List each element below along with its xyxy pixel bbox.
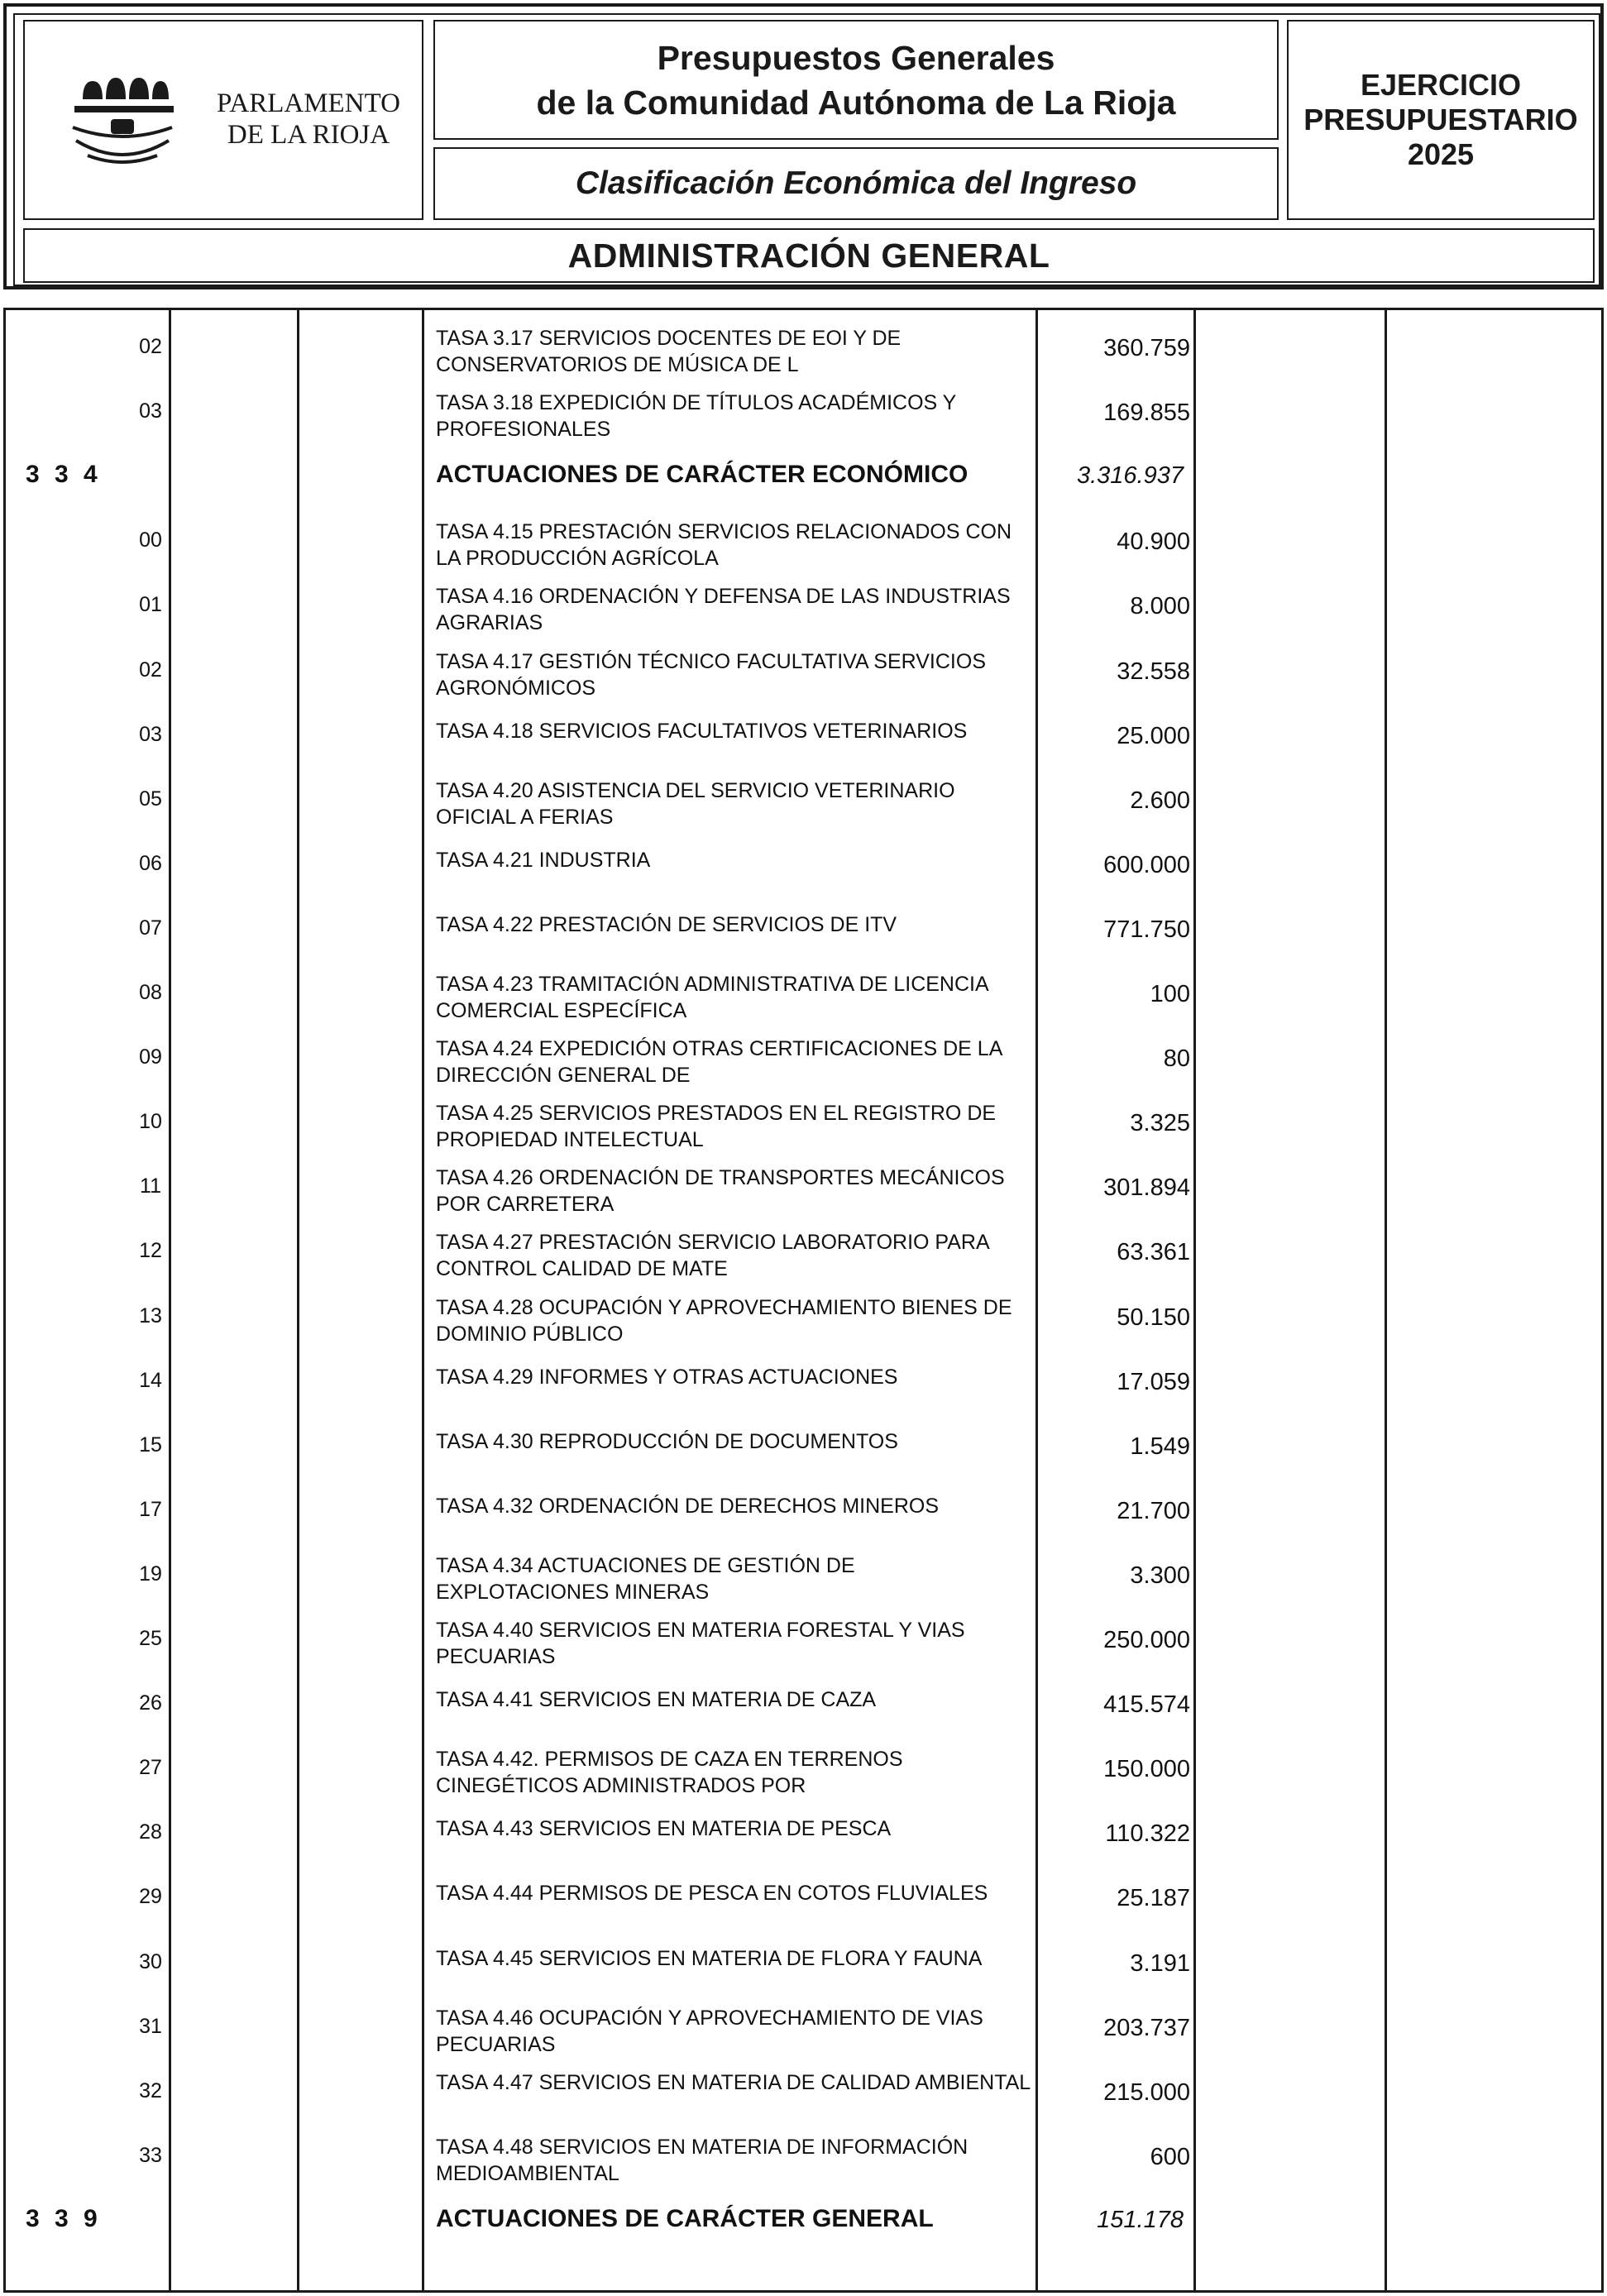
concept-code: 10 (139, 1110, 162, 1134)
table-row (6, 959, 1601, 1024)
concept-amount: 169.855 (1103, 399, 1190, 427)
concept-amount: 80 (1163, 1045, 1190, 1073)
concept-code: 09 (139, 1045, 162, 1069)
concept-code: 02 (139, 658, 162, 682)
concept-description: TASA 4.28 OCUPACIÓN Y APROVECHAMIENTO BIENES DE DOMINIO PÚBLICO (436, 1295, 1012, 1346)
concept-description: TASA 4.26 ORDENACIÓN DE TRANSPORTES MECÁNICOS POR CARRETERA (436, 1166, 1005, 1217)
table-row (6, 572, 1601, 636)
table-row (6, 1605, 1601, 1670)
section-title-box (23, 228, 1595, 283)
concept-amount: 150.000 (1103, 1756, 1190, 1783)
concept-description: TASA 4.29 INFORMES Y OTRAS ACTUACIONES (436, 1365, 898, 1389)
concept-code: 14 (139, 1368, 162, 1392)
concept-description: TASA 4.44 PERMISOS DE PESCA EN COTOS FLUVIALES (436, 1882, 988, 1906)
table-row (6, 2122, 1601, 2187)
page-subtitle: Clasificación Económica del Ingreso (575, 165, 1137, 201)
table-row (6, 1283, 1601, 1347)
table-row (6, 1217, 1601, 1282)
concept-code: 00 (139, 529, 162, 552)
page-title-line-1: Presupuestos Generales (657, 38, 1055, 77)
concept-amount: 8.000 (1130, 593, 1190, 620)
logo-text (205, 88, 412, 151)
concept-code: 25 (139, 1627, 162, 1650)
group-row (6, 442, 1601, 507)
year-line-3: 2025 (1407, 137, 1475, 171)
concept-description: TASA 4.47 SERVICIOS EN MATERIA DE CALIDAD AMBIENTAL (436, 2070, 1031, 2094)
concept-amount: 3.325 (1130, 1110, 1190, 1137)
table-row (6, 1929, 1601, 1993)
concept-description: TASA 4.34 ACTUACIONES DE GESTIÓN DE EXPLOTACIONES MINERAS (436, 1553, 855, 1604)
table-row (6, 313, 1601, 378)
section-title: ADMINISTRACIÓN GENERAL (567, 236, 1050, 275)
concept-description: TASA 4.20 ASISTENCIA DEL SERVICIO VETERINARIO OFICIAL A FERIAS (436, 778, 955, 829)
table-row (6, 1347, 1601, 1412)
group-code: 3 3 4 (26, 461, 98, 489)
logo-line-1: PARLAMENTO (217, 88, 400, 118)
concept-code: 08 (139, 981, 162, 1004)
concept-amount: 25.187 (1117, 1885, 1190, 1912)
concept-code: 26 (139, 1691, 162, 1715)
document-header (3, 3, 1604, 289)
concept-code: 28 (139, 1820, 162, 1844)
concept-description: TASA 4.41 SERVICIOS EN MATERIA DE CAZA (436, 1688, 877, 1712)
concept-description: TASA 4.23 TRAMITACIÓN ADMINISTRATIVA DE LICENCIA COMERCIAL ESPECÍFICA (436, 973, 988, 1022)
concept-code: 03 (139, 399, 162, 423)
concept-code: 29 (139, 1885, 162, 1909)
concept-code: 17 (139, 1497, 162, 1521)
concept-amount: 3.191 (1130, 1949, 1190, 1977)
year-box (1287, 20, 1595, 220)
concept-amount: 25.000 (1117, 722, 1190, 749)
concept-code: 06 (139, 851, 162, 875)
table-row (6, 1153, 1601, 1217)
concept-amount: 3.300 (1130, 1562, 1190, 1589)
parliament-logo-icon (68, 69, 175, 169)
group-description: ACTUACIONES DE CARÁCTER ECONÓMICO (436, 461, 969, 489)
concept-description: TASA 4.25 SERVICIOS PRESTADOS EN EL REGISTRO DE PROPIEDAD INTELECTUAL (436, 1102, 997, 1152)
group-amount: 151.178 (1097, 2206, 1184, 2233)
concept-description: TASA 4.16 ORDENACIÓN Y DEFENSA DE LAS INDUSTRIAS AGRARIAS (436, 585, 1011, 635)
table-row (6, 378, 1601, 442)
concept-description: TASA 4.21 INDUSTRIA (436, 848, 651, 872)
concept-code: 12 (139, 1239, 162, 1263)
concept-code: 02 (139, 335, 162, 358)
concept-code: 03 (139, 722, 162, 746)
group-code: 3 3 9 (26, 2204, 98, 2232)
group-row (6, 2187, 1601, 2251)
table-row (6, 1541, 1601, 1605)
table-row (6, 2058, 1601, 2122)
concept-description: TASA 4.46 OCUPACIÓN Y APROVECHAMIENTO DE VIAS PECUARIAS (436, 2006, 983, 2056)
concept-description: TASA 3.17 SERVICIOS DOCENTES DE EOI Y DE CONSERVATORIOS DE MÚSICA DE L (436, 327, 902, 376)
concept-amount: 600.000 (1103, 851, 1190, 878)
table-row (6, 637, 1601, 701)
table-row (6, 1088, 1601, 1153)
concept-description: TASA 4.27 PRESTACIÓN SERVICIO LABORATORIO PARA CONTROL CALIDAD DE MATE (436, 1231, 989, 1281)
concept-description: TASA 4.18 SERVICIOS FACULTATIVOS VETERINARIOS (436, 719, 968, 743)
concept-amount: 100 (1150, 981, 1190, 1007)
page-title-line-2: de la Comunidad Autónoma de La Rioja (536, 83, 1176, 122)
concept-code: 31 (139, 2014, 162, 2038)
concept-amount: 63.361 (1117, 1239, 1190, 1266)
concept-description: TASA 4.45 SERVICIOS EN MATERIA DE FLORA Y FAUNA (436, 1946, 983, 1970)
table-row (6, 1476, 1601, 1541)
concept-description: TASA 4.17 GESTIÓN TÉCNICO FACULTATIVA SERVICIOS AGRONÓMICOS (436, 649, 986, 700)
concept-amount: 110.322 (1105, 1820, 1190, 1848)
concept-code: 07 (139, 916, 162, 940)
table-row (6, 507, 1601, 572)
concept-description: TASA 4.30 REPRODUCCIÓN DE DOCUMENTOS (436, 1429, 898, 1453)
table-row (6, 1024, 1601, 1088)
concept-amount: 250.000 (1103, 1627, 1190, 1653)
logo-line-2: DE LA RIOJA (227, 120, 390, 150)
year-line-2: PRESUPUESTARIO (1303, 103, 1578, 136)
logo-box (23, 20, 423, 220)
concept-amount: 50.150 (1117, 1303, 1190, 1331)
concept-amount: 17.059 (1117, 1368, 1190, 1395)
concept-description: TASA 4.48 SERVICIOS EN MATERIA DE INFORMACIÓN MEDIOAMBIENTAL (436, 2135, 969, 2185)
concept-amount: 301.894 (1103, 1174, 1190, 1202)
concept-description: TASA 4.24 EXPEDICIÓN OTRAS CERTIFICACIONES DE LA DIRECCIÓN GENERAL DE (436, 1037, 1002, 1088)
concept-description: TASA 4.15 PRESTACIÓN SERVICIOS RELACIONADOS CON LA PRODUCCIÓN AGRÍCOLA (436, 520, 1012, 571)
concept-description: TASA 4.40 SERVICIOS EN MATERIA FORESTAL Y VIAS PECUARIAS (436, 1619, 965, 1668)
concept-amount: 600 (1150, 2143, 1190, 2170)
table-row (6, 1734, 1601, 1799)
concept-code: 19 (139, 1562, 162, 1586)
concept-description: TASA 4.43 SERVICIOS EN MATERIA DE PESCA (436, 1817, 892, 1841)
concept-amount: 360.759 (1103, 335, 1190, 361)
table-row (6, 830, 1601, 895)
concept-amount: 32.558 (1117, 658, 1190, 685)
budget-table (3, 308, 1604, 2293)
concept-description: TASA 4.32 ORDENACIÓN DE DERECHOS MINEROS (436, 1494, 939, 1518)
concept-code: 05 (139, 787, 162, 811)
table-row (6, 1993, 1601, 2058)
concept-code: 32 (139, 2078, 162, 2102)
concept-code: 13 (139, 1303, 162, 1327)
concept-code: 15 (139, 1433, 162, 1457)
concept-amount: 1.549 (1130, 1433, 1190, 1460)
group-amount: 3.316.937 (1076, 462, 1184, 490)
concept-description: TASA 4.22 PRESTACIÓN DE SERVICIOS DE ITV (436, 912, 897, 936)
group-description: ACTUACIONES DE CARÁCTER GENERAL (436, 2204, 934, 2232)
table-row (6, 1670, 1601, 1734)
table-row (6, 1799, 1601, 1863)
concept-amount: 40.900 (1117, 529, 1190, 556)
year-line-1: EJERCICIO (1360, 68, 1522, 102)
concept-amount: 415.574 (1103, 1691, 1190, 1719)
table-row (6, 701, 1601, 766)
concept-description: TASA 4.42. PERMISOS DE CAZA EN TERRENOS CINEGÉTICOS ADMINISTRADOS POR (436, 1748, 903, 1798)
table-row (6, 1412, 1601, 1476)
concept-code: 11 (140, 1174, 161, 1198)
concept-amount: 203.737 (1103, 2014, 1190, 2041)
concept-amount: 21.700 (1117, 1497, 1190, 1524)
concept-amount: 2.600 (1130, 787, 1190, 814)
concept-amount: 771.750 (1103, 916, 1190, 943)
table-row (6, 1863, 1601, 1928)
concept-code: 33 (139, 2143, 162, 2167)
concept-code: 01 (139, 593, 162, 617)
concept-amount: 215.000 (1103, 2078, 1190, 2106)
table-row (6, 895, 1601, 959)
header-inner-frame (13, 13, 1600, 286)
concept-description: TASA 3.18 EXPEDICIÓN DE TÍTULOS ACADÉMICOS Y PROFESIONALES (436, 391, 956, 442)
concept-code: 27 (139, 1756, 162, 1780)
concept-code: 30 (139, 1949, 162, 1973)
subtitle-box (433, 147, 1279, 220)
title-box (433, 20, 1279, 140)
table-row (6, 766, 1601, 830)
